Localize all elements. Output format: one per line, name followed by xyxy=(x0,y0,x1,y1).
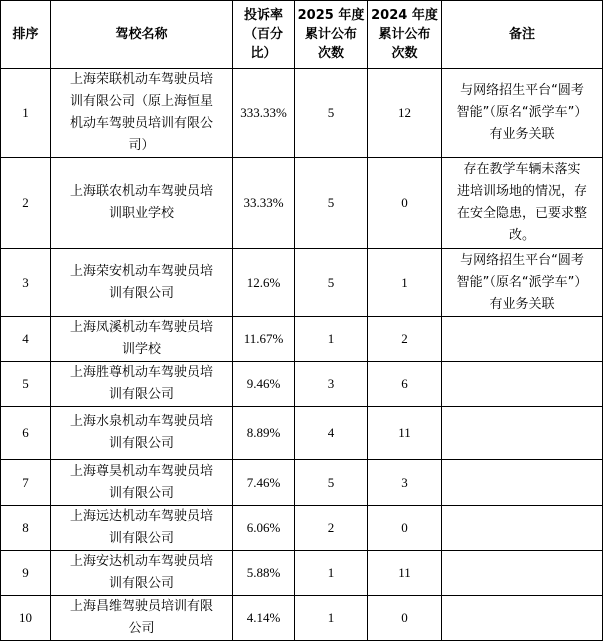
note-cell xyxy=(442,506,603,551)
header-2025-line: 次数 xyxy=(317,46,344,61)
school-name-cell xyxy=(51,317,233,362)
school-name-cell xyxy=(51,596,233,641)
rank-cell: 7 xyxy=(1,460,51,506)
school-name-cell xyxy=(51,69,233,158)
school-name-line: 训有限公司 xyxy=(108,387,174,402)
table-row xyxy=(1,407,603,460)
note-cell xyxy=(442,362,603,407)
school-name-line: 训有限公司 xyxy=(108,285,174,301)
complaint-rate-cell: 11.67% xyxy=(233,317,295,362)
school-name-line: 训有限公司 xyxy=(108,436,174,451)
header-2024-line: 次数 xyxy=(391,46,418,61)
note-cell xyxy=(442,596,603,641)
count-2024-cell: 2 xyxy=(368,317,442,362)
header-rate-line: 投诉率 xyxy=(243,8,283,23)
header-name: 驾校名称 xyxy=(51,1,233,69)
note-line: 与网络招生平台“圆考 xyxy=(460,252,584,268)
school-name-line: 训有限公司 xyxy=(108,531,174,546)
note-cell xyxy=(442,69,603,158)
rank-cell: 10 xyxy=(1,596,51,641)
complaint-rate-cell: 6.06% xyxy=(233,506,295,551)
count-2025-cell: 4 xyxy=(295,407,368,460)
header-2024 xyxy=(368,1,442,69)
school-name-line: 上海胜尊机动车驾驶员培 xyxy=(69,365,213,380)
rank-cell: 9 xyxy=(1,551,51,596)
school-name-cell xyxy=(51,158,233,249)
table-body xyxy=(1,69,603,641)
count-2024-cell: 0 xyxy=(368,158,442,249)
header-rate xyxy=(233,1,295,69)
note-line: 有业务关联 xyxy=(489,127,555,142)
complaint-rate-cell: 5.88% xyxy=(233,551,295,596)
count-2024-cell: 11 xyxy=(368,551,442,596)
school-name-line: 上海水泉机动车驾驶员培 xyxy=(69,414,213,429)
complaint-rate-cell: 8.89% xyxy=(233,407,295,460)
header-2024-line: 累计公布 xyxy=(378,27,431,42)
school-name-line: 上海联农机动车驾驶员培 xyxy=(69,184,213,199)
note-line: 智能”（原名“派学车”） xyxy=(456,274,588,290)
school-name-line: 上海远达机动车驾驶员培 xyxy=(69,509,213,524)
school-name-cell xyxy=(51,460,233,506)
table-row xyxy=(1,362,603,407)
table-row xyxy=(1,506,603,551)
complaint-rate-cell: 4.14% xyxy=(233,596,295,641)
rank-cell: 6 xyxy=(1,407,51,460)
school-name-line: 上海荣联机动车驾驶员培 xyxy=(69,72,213,87)
complaint-rate-cell: 33.33% xyxy=(233,158,295,249)
note-line: 与网络招生平台“圆考 xyxy=(460,83,584,98)
count-2025-cell: 5 xyxy=(295,158,368,249)
header-2025-line: 累计公布 xyxy=(304,27,357,42)
count-2024-cell: 3 xyxy=(368,460,442,506)
complaint-rate-cell: 12.6% xyxy=(233,249,295,317)
school-name-line: 上海昌维驾驶员培训有限 xyxy=(69,599,213,614)
count-2024-cell: 1 xyxy=(368,249,442,317)
school-name-line: 上海安达机动车驾驶员培 xyxy=(69,554,213,569)
table-row xyxy=(1,460,603,506)
school-name-cell xyxy=(51,407,233,460)
school-name-line: 训有限公司 xyxy=(108,485,174,501)
table-row xyxy=(1,596,603,641)
header-2024-line: 2024 年度 xyxy=(371,8,438,23)
count-2025-cell: 5 xyxy=(295,69,368,158)
note-line: 改。 xyxy=(508,228,535,243)
rank-cell: 5 xyxy=(1,362,51,407)
school-name-line: 公司 xyxy=(128,621,155,636)
rank-cell: 1 xyxy=(1,69,51,158)
count-2025-cell: 3 xyxy=(295,362,368,407)
note-cell xyxy=(442,551,603,596)
header-note: 备注 xyxy=(442,1,603,69)
header-row xyxy=(1,1,603,69)
school-name-line: 训职业学校 xyxy=(108,206,174,221)
count-2024-cell: 12 xyxy=(368,69,442,158)
table-row xyxy=(1,249,603,317)
count-2024-cell: 6 xyxy=(368,362,442,407)
school-name-line: 司） xyxy=(128,138,155,153)
count-2024-cell: 11 xyxy=(368,407,442,460)
school-name-cell xyxy=(51,362,233,407)
header-2025 xyxy=(295,1,368,69)
header-rate-line: 比） xyxy=(250,46,277,61)
count-2025-cell: 2 xyxy=(295,506,368,551)
count-2025-cell: 1 xyxy=(295,317,368,362)
school-name-cell xyxy=(51,506,233,551)
note-cell xyxy=(442,460,603,506)
school-name-line: 上海尊昊机动车驾驶员培 xyxy=(69,463,213,479)
header-2025-line: 2025 年度 xyxy=(297,8,365,23)
note-line: 有业务关联 xyxy=(489,296,555,312)
school-name-cell xyxy=(51,551,233,596)
note-cell xyxy=(442,249,603,317)
complaint-rate-cell: 9.46% xyxy=(233,362,295,407)
count-2025-cell: 1 xyxy=(295,596,368,641)
rank-cell: 2 xyxy=(1,158,51,249)
note-cell xyxy=(442,158,603,249)
complaint-rate-cell: 333.33% xyxy=(233,69,295,158)
count-2025-cell: 5 xyxy=(295,460,368,506)
note-line: 进培训场地的情况，存 xyxy=(456,184,587,199)
school-name-line: 上海凤溪机动车驾驶员培 xyxy=(69,320,213,335)
header-rank: 排序 xyxy=(1,1,51,69)
rank-cell: 4 xyxy=(1,317,51,362)
school-name-line: 机动车驾驶员培训有限公 xyxy=(69,116,213,131)
table-row xyxy=(1,317,603,362)
school-name-line: 上海荣安机动车驾驶员培 xyxy=(69,263,213,279)
count-2024-cell: 0 xyxy=(368,506,442,551)
note-line: 智能”（原名“派学车”） xyxy=(456,105,588,120)
complaint-rate-cell: 7.46% xyxy=(233,460,295,506)
count-2025-cell: 5 xyxy=(295,249,368,317)
count-2024-cell: 0 xyxy=(368,596,442,641)
header-rate-line: （百分 xyxy=(243,27,283,42)
school-name-line: 训学校 xyxy=(121,342,161,357)
table-row xyxy=(1,551,603,596)
table-row xyxy=(1,69,603,158)
note-line: 在安全隐患，已要求整 xyxy=(456,206,587,221)
note-line: 存在教学车辆未落实 xyxy=(463,162,581,177)
school-name-line: 训有限公司（原上海恒星 xyxy=(69,94,213,109)
rank-cell: 3 xyxy=(1,249,51,317)
school-name-line: 训有限公司 xyxy=(108,576,174,591)
note-cell xyxy=(442,407,603,460)
table-row xyxy=(1,158,603,249)
school-name-cell xyxy=(51,249,233,317)
count-2025-cell: 1 xyxy=(295,551,368,596)
rank-cell: 8 xyxy=(1,506,51,551)
note-cell xyxy=(442,317,603,362)
